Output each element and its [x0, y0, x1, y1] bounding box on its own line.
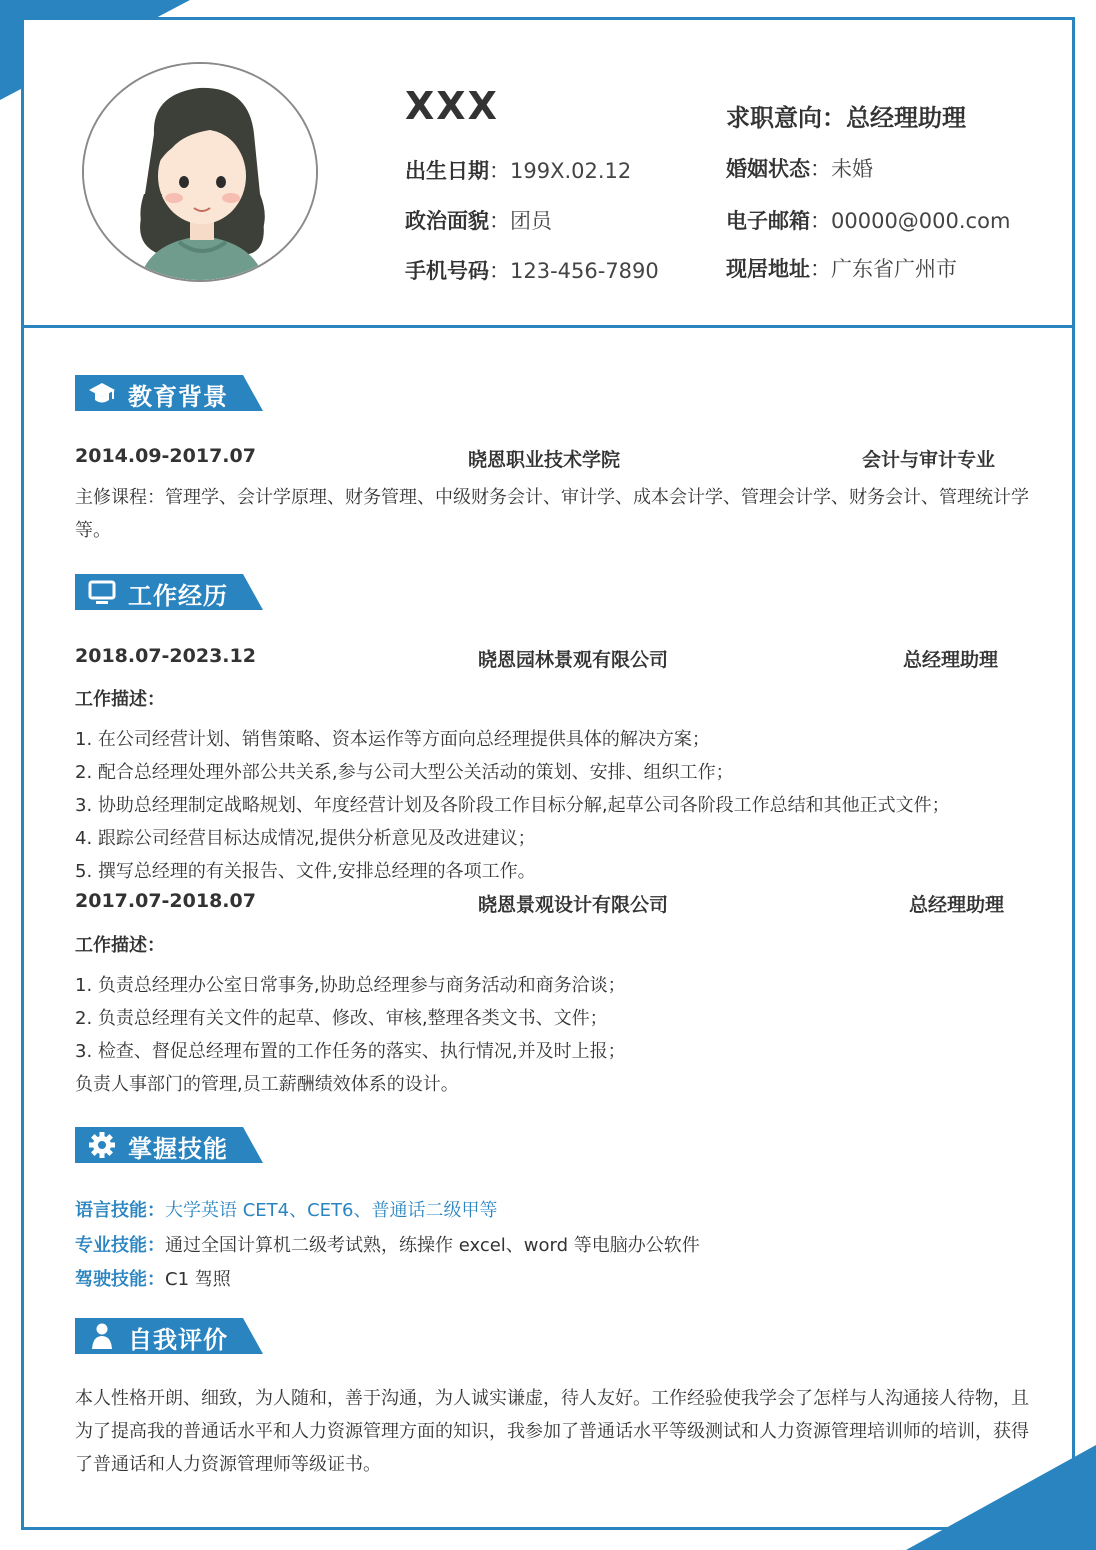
gear-icon — [87, 1131, 117, 1159]
address-label: 现居地址 — [726, 257, 810, 281]
birth-date-label: 出生日期 — [405, 159, 489, 183]
job-desc-item: 4. 跟踪公司经营目标达成情况,提供分析意见及改进建议； — [75, 828, 536, 849]
self-evaluation-text: 本人性格开朗、细致，为人随和，善于沟通，为人诚实谦虚，待人友好。工作经验使我学会了怎样与人沟通接人待物，且为了提高我的普通话水平和人力资源管理方面的知识，我参加了普通话水平等级测试和人力资源管理培训师的培训，获得了普通话和人力资源管理师等级证书。 — [75, 1388, 1029, 1475]
colon: ： — [810, 257, 831, 281]
email-value: 00000@000.com — [831, 209, 1011, 233]
section-header-work — [75, 574, 263, 610]
header-divider — [21, 325, 1075, 328]
candidate-name: XXX — [405, 84, 499, 128]
marital-status-label: 婚姻状态 — [726, 157, 810, 181]
person-icon — [87, 1322, 117, 1350]
avatar — [82, 62, 318, 282]
birth-date-value: 199X.02.12 — [510, 159, 632, 183]
skill-value: 大学英语 CET4、CET6、普通话二级甲等 — [165, 1200, 498, 1221]
marital-status — [726, 153, 873, 183]
education-school: 晓恩职业技术学院 — [468, 449, 621, 471]
phone — [405, 255, 659, 285]
section-header-self-evaluation — [75, 1318, 263, 1354]
graduation-cap-icon — [87, 379, 117, 407]
job-company: 晓恩景观设计有限公司 — [478, 894, 669, 916]
job-desc-item: 1. 负责总经理办公室日常事务,协助总经理参与商务活动和商务洽谈； — [75, 975, 626, 996]
section-title: 教育背景 — [128, 383, 228, 411]
education-major: 会计与审计专业 — [862, 449, 996, 471]
education-courses: 主修课程：管理学、会计学原理、财务管理、中级财务会计、审计学、成本会计学、管理会计学、财务会计、管理统计学等。 — [75, 487, 1029, 541]
skill-language — [75, 1196, 498, 1222]
education-period: 2014.09-2017.07 — [75, 445, 256, 467]
job-desc-label: 工作描述： — [75, 689, 165, 710]
address — [726, 253, 957, 283]
political-status-value: 团员 — [510, 209, 552, 233]
phone-label: 手机号码 — [405, 259, 489, 283]
section-title: 工作经历 — [128, 582, 228, 610]
job-role: 总经理助理 — [903, 649, 999, 671]
section-header-education — [75, 375, 263, 411]
political-status — [405, 205, 552, 235]
job-intent: 求职意向：总经理助理 — [726, 104, 966, 132]
colon: ： — [489, 259, 510, 283]
colon: ： — [810, 157, 831, 181]
job-period: 2017.07-2018.07 — [75, 890, 256, 912]
job-desc-item: 3. 检查、督促总经理布置的工作任务的落实、执行情况,并及时上报； — [75, 1041, 626, 1062]
skill-value: C1 驾照 — [165, 1269, 231, 1290]
email — [726, 205, 1010, 235]
marital-status-value: 未婚 — [831, 157, 873, 181]
skill-driving — [75, 1265, 231, 1291]
skill-label: 专业技能： — [75, 1235, 165, 1256]
job-desc-item: 2. 负责总经理有关文件的起草、修改、审核,整理各类文书、文件； — [75, 1008, 608, 1029]
colon: ： — [489, 209, 510, 233]
birth-date — [405, 155, 631, 185]
phone-value: 123-456-7890 — [510, 259, 659, 283]
job-period: 2018.07-2023.12 — [75, 645, 256, 667]
monitor-icon — [87, 578, 117, 606]
job-company: 晓恩园林景观有限公司 — [478, 649, 669, 671]
email-label: 电子邮箱 — [726, 209, 810, 233]
colon: ： — [489, 159, 510, 183]
address-value: 广东省广州市 — [831, 257, 957, 281]
skill-professional — [75, 1231, 700, 1257]
skill-label: 驾驶技能： — [75, 1269, 165, 1290]
political-status-label: 政治面貌 — [405, 209, 489, 233]
job-desc-item: 2. 配合总经理处理外部公共关系,参与公司大型公关活动的策划、安排、组织工作； — [75, 762, 734, 783]
skill-label: 语言技能： — [75, 1200, 165, 1221]
section-header-skills — [75, 1127, 263, 1163]
colon: ： — [810, 209, 831, 233]
job-desc-label: 工作描述： — [75, 935, 165, 956]
job-desc-item: 负责人事部门的管理,员工薪酬绩效体系的设计。 — [75, 1074, 459, 1095]
skill-value: 通过全国计算机二级考试熟，练操作 excel、word 等电脑办公软件 — [165, 1235, 700, 1256]
job-desc-item: 1. 在公司经营计划、销售策略、资本运作等方面向总经理提供具体的解决方案； — [75, 729, 710, 750]
job-role: 总经理助理 — [909, 894, 1005, 916]
job-desc-item: 5. 撰写总经理的有关报告、文件,安排总经理的各项工作。 — [75, 861, 536, 882]
section-title: 自我评价 — [128, 1326, 228, 1354]
section-title: 掌握技能 — [128, 1135, 228, 1163]
job-desc-item: 3. 协助总经理制定战略规划、年度经营计划及各阶段工作目标分解,起草公司各阶段工作总结和其他正式文件； — [75, 795, 950, 816]
